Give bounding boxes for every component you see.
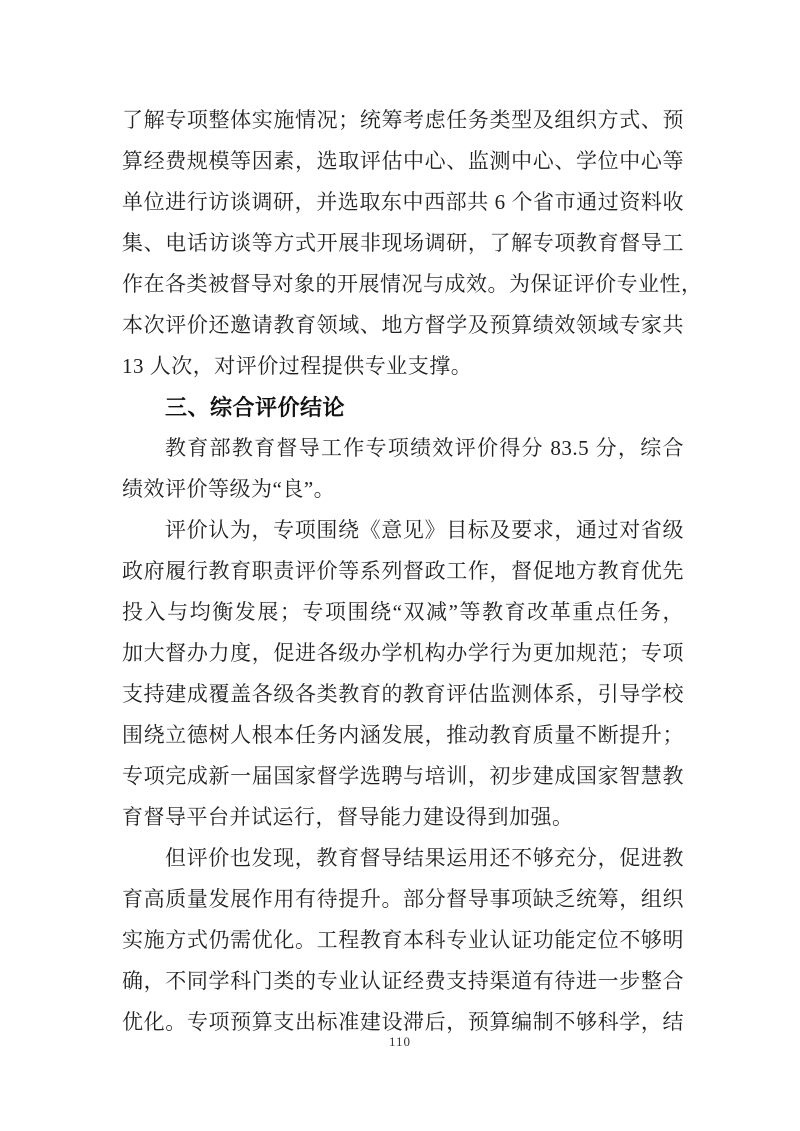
body-line: 了解专项整体实施情况；统筹考虑任务类型及组织方式、预 (122, 108, 684, 132)
body-line: 优化。专项预算支出标准建设滞后，预算编制不够科学，结 (122, 1010, 684, 1034)
body-line: 绩效评价等级为“良”。 (122, 477, 336, 501)
body-line: 但评价也发现，教育督导结果运用还不够充分，促进教 (165, 846, 684, 870)
body-line: 育督导平台并试运行，督导能力建设得到加强。 (122, 805, 574, 829)
body-line: 单位进行访谈调研，并选取东中西部共 6 个省市通过资料收 (122, 190, 684, 214)
text-block (122, 100, 703, 1043)
section-heading: 三、综合评价结论 (165, 395, 346, 420)
body-line: 集、电话访谈等方式开展非现场调研，了解专项教育督导工 (122, 231, 684, 255)
body-line: 专项完成新一届国家督学选聘与培训，初步建成国家智慧教 (122, 764, 684, 788)
body-line: 政府履行教育职责评价等系列督政工作，督促地方教育优先 (122, 559, 684, 583)
page-number: 110 (388, 1034, 412, 1049)
body-line: 支持建成覆盖各级各类教育的教育评估监测体系，引导学校 (122, 682, 684, 706)
body-line: 加大督办力度，促进各级办学机构办学行为更加规范；专项 (122, 641, 684, 665)
body-line: 育高质量发展作用有待提升。部分督导事项缺乏统筹，组织 (122, 887, 684, 911)
body-line: 算经费规模等因素，选取评估中心、监测中心、学位中心等 (122, 149, 684, 173)
body-line: 投入与均衡发展；专项围绕“双减”等教育改革重点任务， (122, 600, 684, 624)
body-line: 13 人次，对评价过程提供专业支撑。 (122, 354, 473, 378)
body-line: 实施方式仍需优化。工程教育本科专业认证功能定位不够明 (122, 928, 684, 952)
body-line: 作在各类被督导对象的开展情况与成效。为保证评价专业性， (122, 272, 703, 296)
body-line: 围绕立德树人根本任务内涵发展，推动教育质量不断提升； (122, 723, 684, 747)
body-line: 本次评价还邀请教育领域、地方督学及预算绩效领域专家共 (122, 313, 684, 337)
body-line: 评价认为，专项围绕《意见》目标及要求，通过对省级 (165, 518, 684, 542)
body-line: 教育部教育督导工作专项绩效评价得分 83.5 分，综合 (165, 436, 684, 460)
body-line: 确，不同学科门类的专业认证经费支持渠道有待进一步整合 (122, 969, 684, 993)
